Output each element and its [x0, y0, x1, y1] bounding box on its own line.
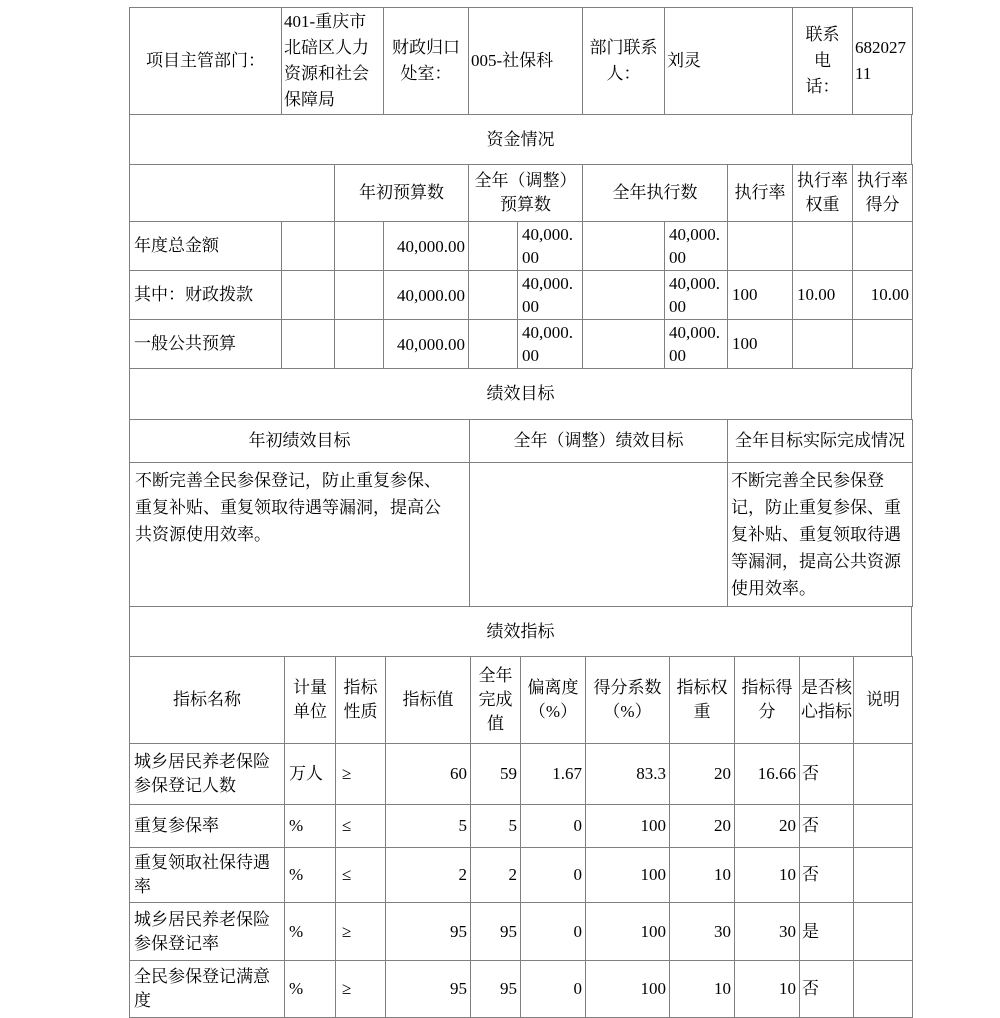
funding-row-total — [130, 222, 913, 271]
funding-section-title: 资金情况 — [130, 115, 912, 165]
indicator-target: 60 — [386, 744, 471, 805]
indicator-nature: ≥ — [336, 744, 386, 805]
indicator-weight: 30 — [670, 903, 735, 961]
indicators-col-note: 说明 — [854, 657, 913, 744]
finance-office-value: 005-社保科 — [469, 8, 583, 115]
indicator-score-coef: 83.3 — [586, 744, 670, 805]
indicator-weight: 20 — [670, 805, 735, 848]
funding-exec-rate-weight-value — [793, 222, 853, 271]
indicator-target: 2 — [386, 848, 471, 903]
funding-exec-rate-weight-value: 10.00 — [793, 271, 853, 320]
funding-empty-cell — [469, 320, 518, 369]
funding-empty-cell — [335, 271, 384, 320]
funding-empty-cell — [583, 271, 665, 320]
funding-empty-cell — [282, 222, 335, 271]
phone-value: 68202711 — [853, 8, 913, 115]
performance-report-table — [129, 7, 912, 1018]
indicators-col-target: 指标值 — [386, 657, 471, 744]
indicator-core-flag: 否 — [800, 744, 854, 805]
indicator-name: 全民参保登记满意度 — [130, 961, 285, 1018]
funding-exec-rate-value: 100 — [728, 320, 793, 369]
funding-adjusted-budget-value: 40,000.00 — [518, 320, 583, 369]
funding-empty-cell — [583, 222, 665, 271]
indicator-weight: 10 — [670, 961, 735, 1018]
indicator-core-flag: 否 — [800, 961, 854, 1018]
goals-banner — [129, 368, 912, 420]
indicator-nature: ≥ — [336, 903, 386, 961]
indicator-note — [854, 805, 913, 848]
funding-row-label: 其中：财政拨款 — [130, 271, 282, 320]
indicator-name: 城乡居民养老保险参保登记率 — [130, 903, 285, 961]
goals-adjusted-text — [470, 463, 728, 607]
indicator-name: 重复参保率 — [130, 805, 285, 848]
funding-initial-budget-value: 40,000.00 — [384, 320, 469, 369]
indicators-col-unit: 计量单位 — [285, 657, 336, 744]
indicators-col-deviation: 偏离度（%） — [521, 657, 586, 744]
indicators-table — [129, 656, 913, 1018]
indicator-nature: ≤ — [336, 848, 386, 903]
info-row — [130, 8, 913, 115]
indicator-score-coef: 100 — [586, 903, 670, 961]
funding-banner — [129, 114, 912, 165]
funding-executed-value: 40,000.00 — [665, 222, 728, 271]
indicator-nature: ≤ — [336, 805, 386, 848]
indicator-deviation: 0 — [521, 961, 586, 1018]
funding-col-exec-rate-weight: 执行率权重 — [793, 165, 853, 222]
goals-content-row — [130, 463, 913, 607]
funding-col-executed: 全年执行数 — [583, 165, 728, 222]
goals-col-actual: 全年目标实际完成情况 — [728, 420, 913, 463]
indicator-annual-value: 5 — [471, 805, 521, 848]
indicator-row — [130, 848, 913, 903]
indicator-unit: % — [285, 903, 336, 961]
funding-col-initial-budget: 年初预算数 — [335, 165, 469, 222]
indicator-deviation: 1.67 — [521, 744, 586, 805]
indicators-col-nature: 指标性质 — [336, 657, 386, 744]
phone-label: 联系电话： — [793, 8, 853, 115]
indicators-col-score-coef: 得分系数（%） — [586, 657, 670, 744]
funding-empty-cell — [282, 320, 335, 369]
indicator-target: 95 — [386, 961, 471, 1018]
funding-empty-cell — [469, 271, 518, 320]
indicators-banner — [129, 606, 912, 657]
indicator-unit: 万人 — [285, 744, 336, 805]
indicator-target: 5 — [386, 805, 471, 848]
indicators-header-row — [130, 657, 913, 744]
funding-initial-budget-value: 40,000.00 — [384, 222, 469, 271]
indicator-score-coef: 100 — [586, 848, 670, 903]
indicator-unit: % — [285, 961, 336, 1018]
goals-initial-text: 不断完善全民参保登记，防止重复参保、重复补贴、重复领取待遇等漏洞，提高公共资源使用效率。 — [130, 463, 470, 607]
goals-section-title: 绩效目标 — [130, 369, 912, 420]
indicators-col-annual-value: 全年完成值 — [471, 657, 521, 744]
funding-col-exec-rate-score: 执行率得分 — [853, 165, 913, 222]
funding-row-label: 一般公共预算 — [130, 320, 282, 369]
funding-initial-budget-value: 40,000.00 — [384, 271, 469, 320]
indicator-annual-value: 95 — [471, 903, 521, 961]
indicator-note — [854, 961, 913, 1018]
funding-exec-rate-value — [728, 222, 793, 271]
finance-office-label: 财政归口处室： — [384, 8, 469, 115]
funding-row-fiscal — [130, 271, 913, 320]
goals-header-row — [130, 420, 913, 463]
indicators-col-name: 指标名称 — [130, 657, 285, 744]
contact-value: 刘灵 — [665, 8, 793, 115]
funding-empty-cell — [583, 320, 665, 369]
indicator-score: 10 — [735, 848, 800, 903]
indicator-weight: 10 — [670, 848, 735, 903]
funding-exec-rate-value: 100 — [728, 271, 793, 320]
indicator-score-coef: 100 — [586, 805, 670, 848]
indicator-row — [130, 805, 913, 848]
indicator-name: 城乡居民养老保险参保登记人数 — [130, 744, 285, 805]
funding-exec-rate-score-value: 10.00 — [853, 271, 913, 320]
info-table — [129, 7, 913, 115]
indicator-annual-value: 59 — [471, 744, 521, 805]
indicator-score: 10 — [735, 961, 800, 1018]
funding-executed-value: 40,000.00 — [665, 320, 728, 369]
indicator-deviation: 0 — [521, 848, 586, 903]
goals-col-adjusted: 全年（调整）绩效目标 — [470, 420, 728, 463]
indicator-row — [130, 744, 913, 805]
indicator-name: 重复领取社保待遇率 — [130, 848, 285, 903]
indicator-row — [130, 903, 913, 961]
indicator-nature: ≥ — [336, 961, 386, 1018]
indicator-row — [130, 961, 913, 1018]
funding-row-label: 年度总金额 — [130, 222, 282, 271]
indicator-annual-value: 95 — [471, 961, 521, 1018]
indicator-target: 95 — [386, 903, 471, 961]
indicator-unit: % — [285, 848, 336, 903]
indicators-col-weight: 指标权重 — [670, 657, 735, 744]
indicators-col-score: 指标得分 — [735, 657, 800, 744]
goals-col-initial: 年初绩效目标 — [130, 420, 470, 463]
indicator-core-flag: 是 — [800, 903, 854, 961]
funding-executed-value: 40,000.00 — [665, 271, 728, 320]
indicator-score: 30 — [735, 903, 800, 961]
indicator-core-flag: 否 — [800, 848, 854, 903]
indicator-note — [854, 848, 913, 903]
indicator-unit: % — [285, 805, 336, 848]
indicators-col-core: 是否核心指标 — [800, 657, 854, 744]
funding-empty-cell — [335, 320, 384, 369]
funding-empty-cell — [335, 222, 384, 271]
funding-exec-rate-score-value — [853, 320, 913, 369]
funding-empty-cell — [469, 222, 518, 271]
indicator-score: 20 — [735, 805, 800, 848]
supervisor-value: 401-重庆市北碚区人力资源和社会保障局 — [282, 8, 384, 115]
funding-col-exec-rate: 执行率 — [728, 165, 793, 222]
goals-actual-text: 不断完善全民参保登记，防止重复参保、重复补贴、重复领取待遇等漏洞，提高公共资源使用效率。 — [728, 463, 913, 607]
funding-exec-rate-score-value — [853, 222, 913, 271]
indicator-note — [854, 903, 913, 961]
indicator-annual-value: 2 — [471, 848, 521, 903]
funding-exec-rate-weight-value — [793, 320, 853, 369]
indicator-deviation: 0 — [521, 805, 586, 848]
funding-col-adjusted-budget: 全年（调整）预算数 — [469, 165, 583, 222]
funding-adjusted-budget-value: 40,000.00 — [518, 222, 583, 271]
indicators-section-title: 绩效指标 — [130, 607, 912, 657]
indicator-note — [854, 744, 913, 805]
funding-header-row — [130, 165, 913, 222]
indicator-deviation: 0 — [521, 903, 586, 961]
funding-table — [129, 164, 913, 369]
indicator-weight: 20 — [670, 744, 735, 805]
funding-adjusted-budget-value: 40,000.00 — [518, 271, 583, 320]
funding-blank-header — [130, 165, 335, 222]
indicator-core-flag: 否 — [800, 805, 854, 848]
goals-table — [129, 419, 913, 607]
indicator-score: 16.66 — [735, 744, 800, 805]
indicator-score-coef: 100 — [586, 961, 670, 1018]
supervisor-label: 项目主管部门： — [130, 8, 282, 115]
contact-label: 部门联系人： — [583, 8, 665, 115]
funding-row-public-budget — [130, 320, 913, 369]
funding-empty-cell — [282, 271, 335, 320]
